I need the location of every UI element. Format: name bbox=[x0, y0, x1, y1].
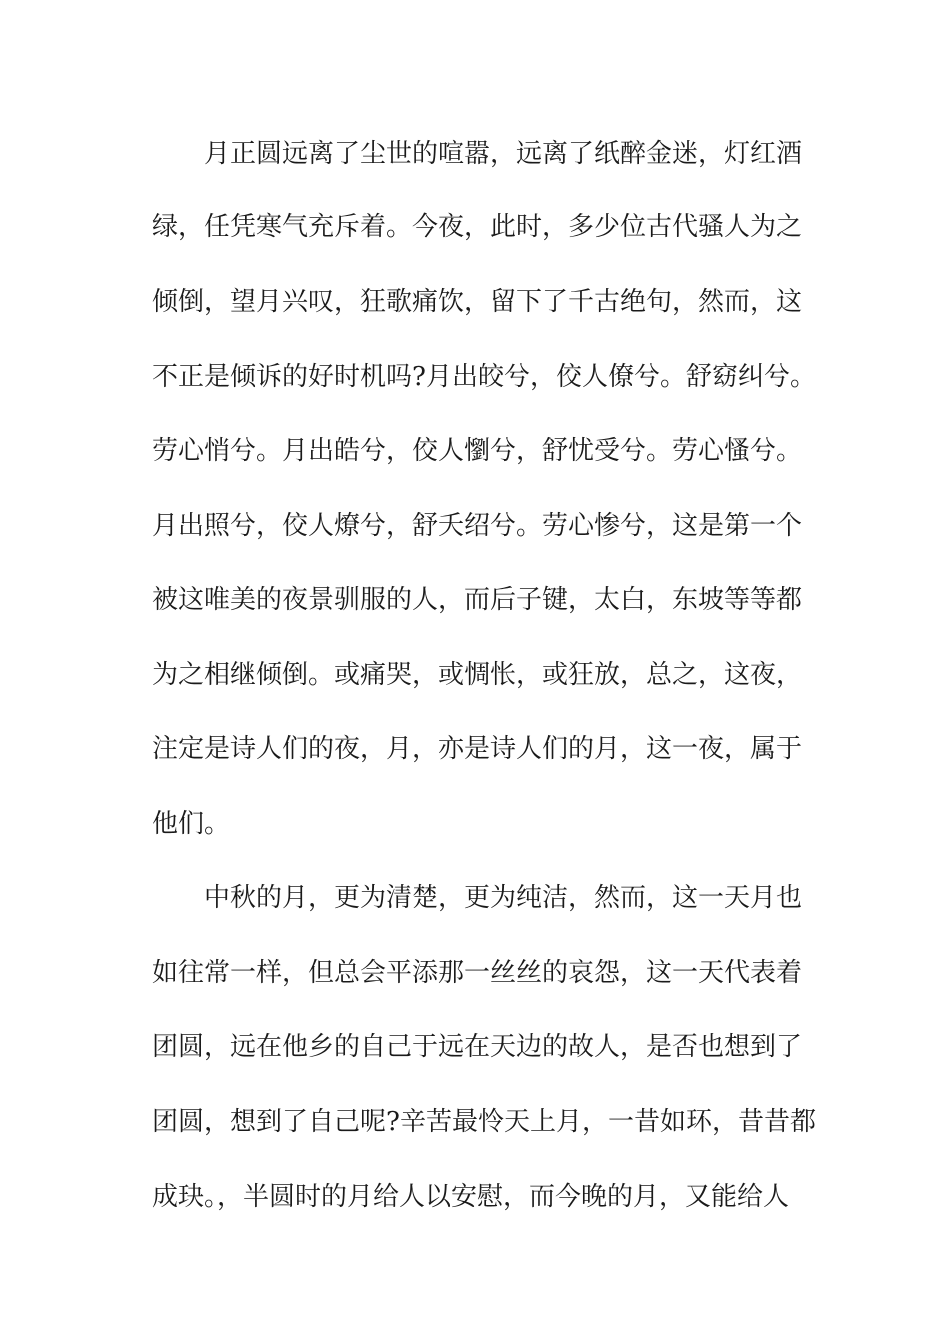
paragraph-2-line-2: 如往常一样，但总会平添那一丝丝的哀怨，这一天代表着 bbox=[152, 958, 803, 988]
paragraph-1-line-6: 月出照兮，佼人燎兮，舒夭绍兮。劳心惨兮，这是第一个 bbox=[152, 511, 803, 541]
paragraph-1-line-1: 月正圆远离了尘世的喧嚣，远离了纸醉金迷，灯红酒 bbox=[204, 139, 803, 169]
paragraph-1-line-5: 劳心悄兮。月出皓兮，佼人懰兮，舒忧受兮。劳心慅兮。 bbox=[152, 436, 803, 466]
paragraph-1-line-3: 倾倒，望月兴叹，狂歌痛饮，留下了千古绝句，然而，这 bbox=[152, 287, 803, 317]
paragraph-2-line-3: 团圆，远在他乡的自己于远在天边的故人，是否也想到了 bbox=[152, 1032, 803, 1062]
paragraph-1-line-2: 绿，任凭寒气充斥着。今夜，此时，多少位古代骚人为之 bbox=[152, 212, 803, 242]
paragraph-2-line-5: 成玦。，半圆时的月给人以安慰，而今晚的月，又能给人 bbox=[152, 1182, 790, 1212]
paragraph-1-line-4: 不正是倾诉的好时机吗?月出皎兮，佼人僚兮。舒窈纠兮。 bbox=[152, 362, 816, 392]
paragraph-2-line-4: 团圆，想到了自己呢?辛苦最怜天上月，一昔如环，昔昔都 bbox=[152, 1107, 816, 1137]
paragraph-1-line-8: 为之相继倾倒。或痛哭，或惆怅，或狂放，总之，这夜， bbox=[152, 660, 803, 690]
paragraph-1-line-7: 被这唯美的夜景驯服的人，而后子键，太白，东坡等等都 bbox=[152, 585, 803, 615]
paragraph-1-line-9: 注定是诗人们的夜，月，亦是诗人们的月，这一夜，属于 bbox=[152, 734, 803, 764]
paragraph-1-line-10: 他们。 bbox=[152, 809, 231, 839]
paragraph-2-line-1: 中秋的月，更为清楚，更为纯洁，然而，这一天月也 bbox=[204, 883, 803, 913]
